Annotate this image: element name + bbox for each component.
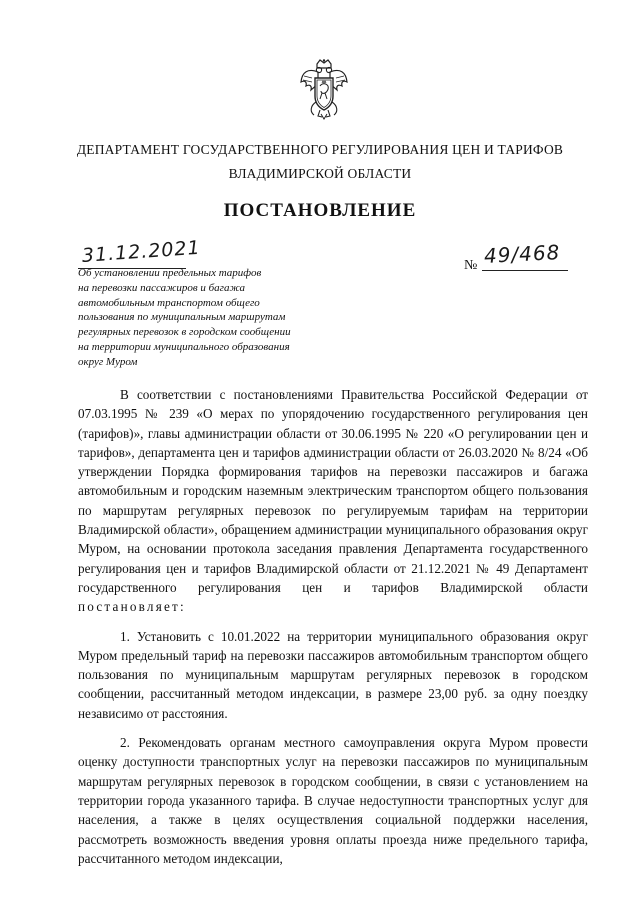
subject-line: пользования по муниципальным маршрутам xyxy=(78,311,286,324)
subject-line: Об установлении предельных тарифов xyxy=(78,267,262,279)
subject-line: регулярных перевозок в городском сообщении xyxy=(78,326,291,339)
decree-word: постановляет: xyxy=(78,599,186,615)
item-1-paragraph: 1. Установить с 10.01.2022 на территории муниципального образования округ Муром предельный тариф на перевозки пассажиров автомобильным транспортом общего пользования по муниципальным маршрутам регулярных перевозок в городском сообщении, рассчитанный методом индексации, в размере 23,00 руб. за одну поездку независимо от расстояния. xyxy=(78,628,588,721)
subject-line: округ Муром xyxy=(78,355,138,368)
department-name-line1: ДЕПАРТАМЕНТ ГОСУДАРСТВЕННОГО РЕГУЛИРОВАНИЯ ЦЕН И ТАРИФОВ xyxy=(76,142,564,157)
subject-line: на территории муниципального образования xyxy=(78,340,290,353)
subject-line: автомобильным транспортом общего xyxy=(78,296,260,309)
item-2-paragraph: 2. Рекомендовать органам местного самоуправления округа Муром провести оценку доступности транспортных услуг на перевозки пассажиров по муниципальным маршрутам регулярных перевозок в городском сообщении, в связи с установлением на территории города указанного тарифа. В случае недоступности транспортных услуг для населения, а также в целях осуществления социальной поддержки населения, рассмотреть возможность введения уровня оплаты проезда ниже предельного тарифа, рассчитанного методом индексации, xyxy=(78,735,588,866)
department-name-line2: ВЛАДИМИРСКОЙ ОБЛАСТИ xyxy=(228,166,412,181)
preamble-paragraph xyxy=(78,385,588,617)
document-body xyxy=(78,385,588,868)
document-date: 31.12.2021 xyxy=(81,236,202,267)
document-type-title: ПОСТАНОВЛЕНИЕ xyxy=(223,200,417,221)
document-number: 49/468 xyxy=(483,240,561,268)
coat-of-arms-emblem-icon xyxy=(298,58,350,120)
number-underline xyxy=(482,270,568,271)
document-subject xyxy=(78,266,348,370)
subject-line: на перевозки пассажиров и багажа xyxy=(78,281,246,294)
preamble-text: В соответствии с постановлениями Правительства Российской Федерации от 07.03.1995 № 239 «О мерах по упорядочению государственного регулирования цен (тарифов)», главы администрации области от 30.06.1995 № 220 «О регулировании цен и тарифов», департамента цен и тарифов администрации области от 26.03.2020 № 8/24 «Об утверждении Порядка формирования тарифов на перевозки пассажиров и багажа автомобильным и городским наземным электрическим транспортом общего пользования по маршрутам регулярных перевозок по регулируемым тарифам на территории Владимирской области», обращением администрации муниципального образования округ Муром, на основании протокола заседания правления Департамента государственного регулирования цен и тарифов Владимирской области от 21.12.2021 № 49 Департамент государственного регулирования цен и тарифов Владимирской области xyxy=(78,387,588,595)
number-label: № xyxy=(464,258,478,273)
